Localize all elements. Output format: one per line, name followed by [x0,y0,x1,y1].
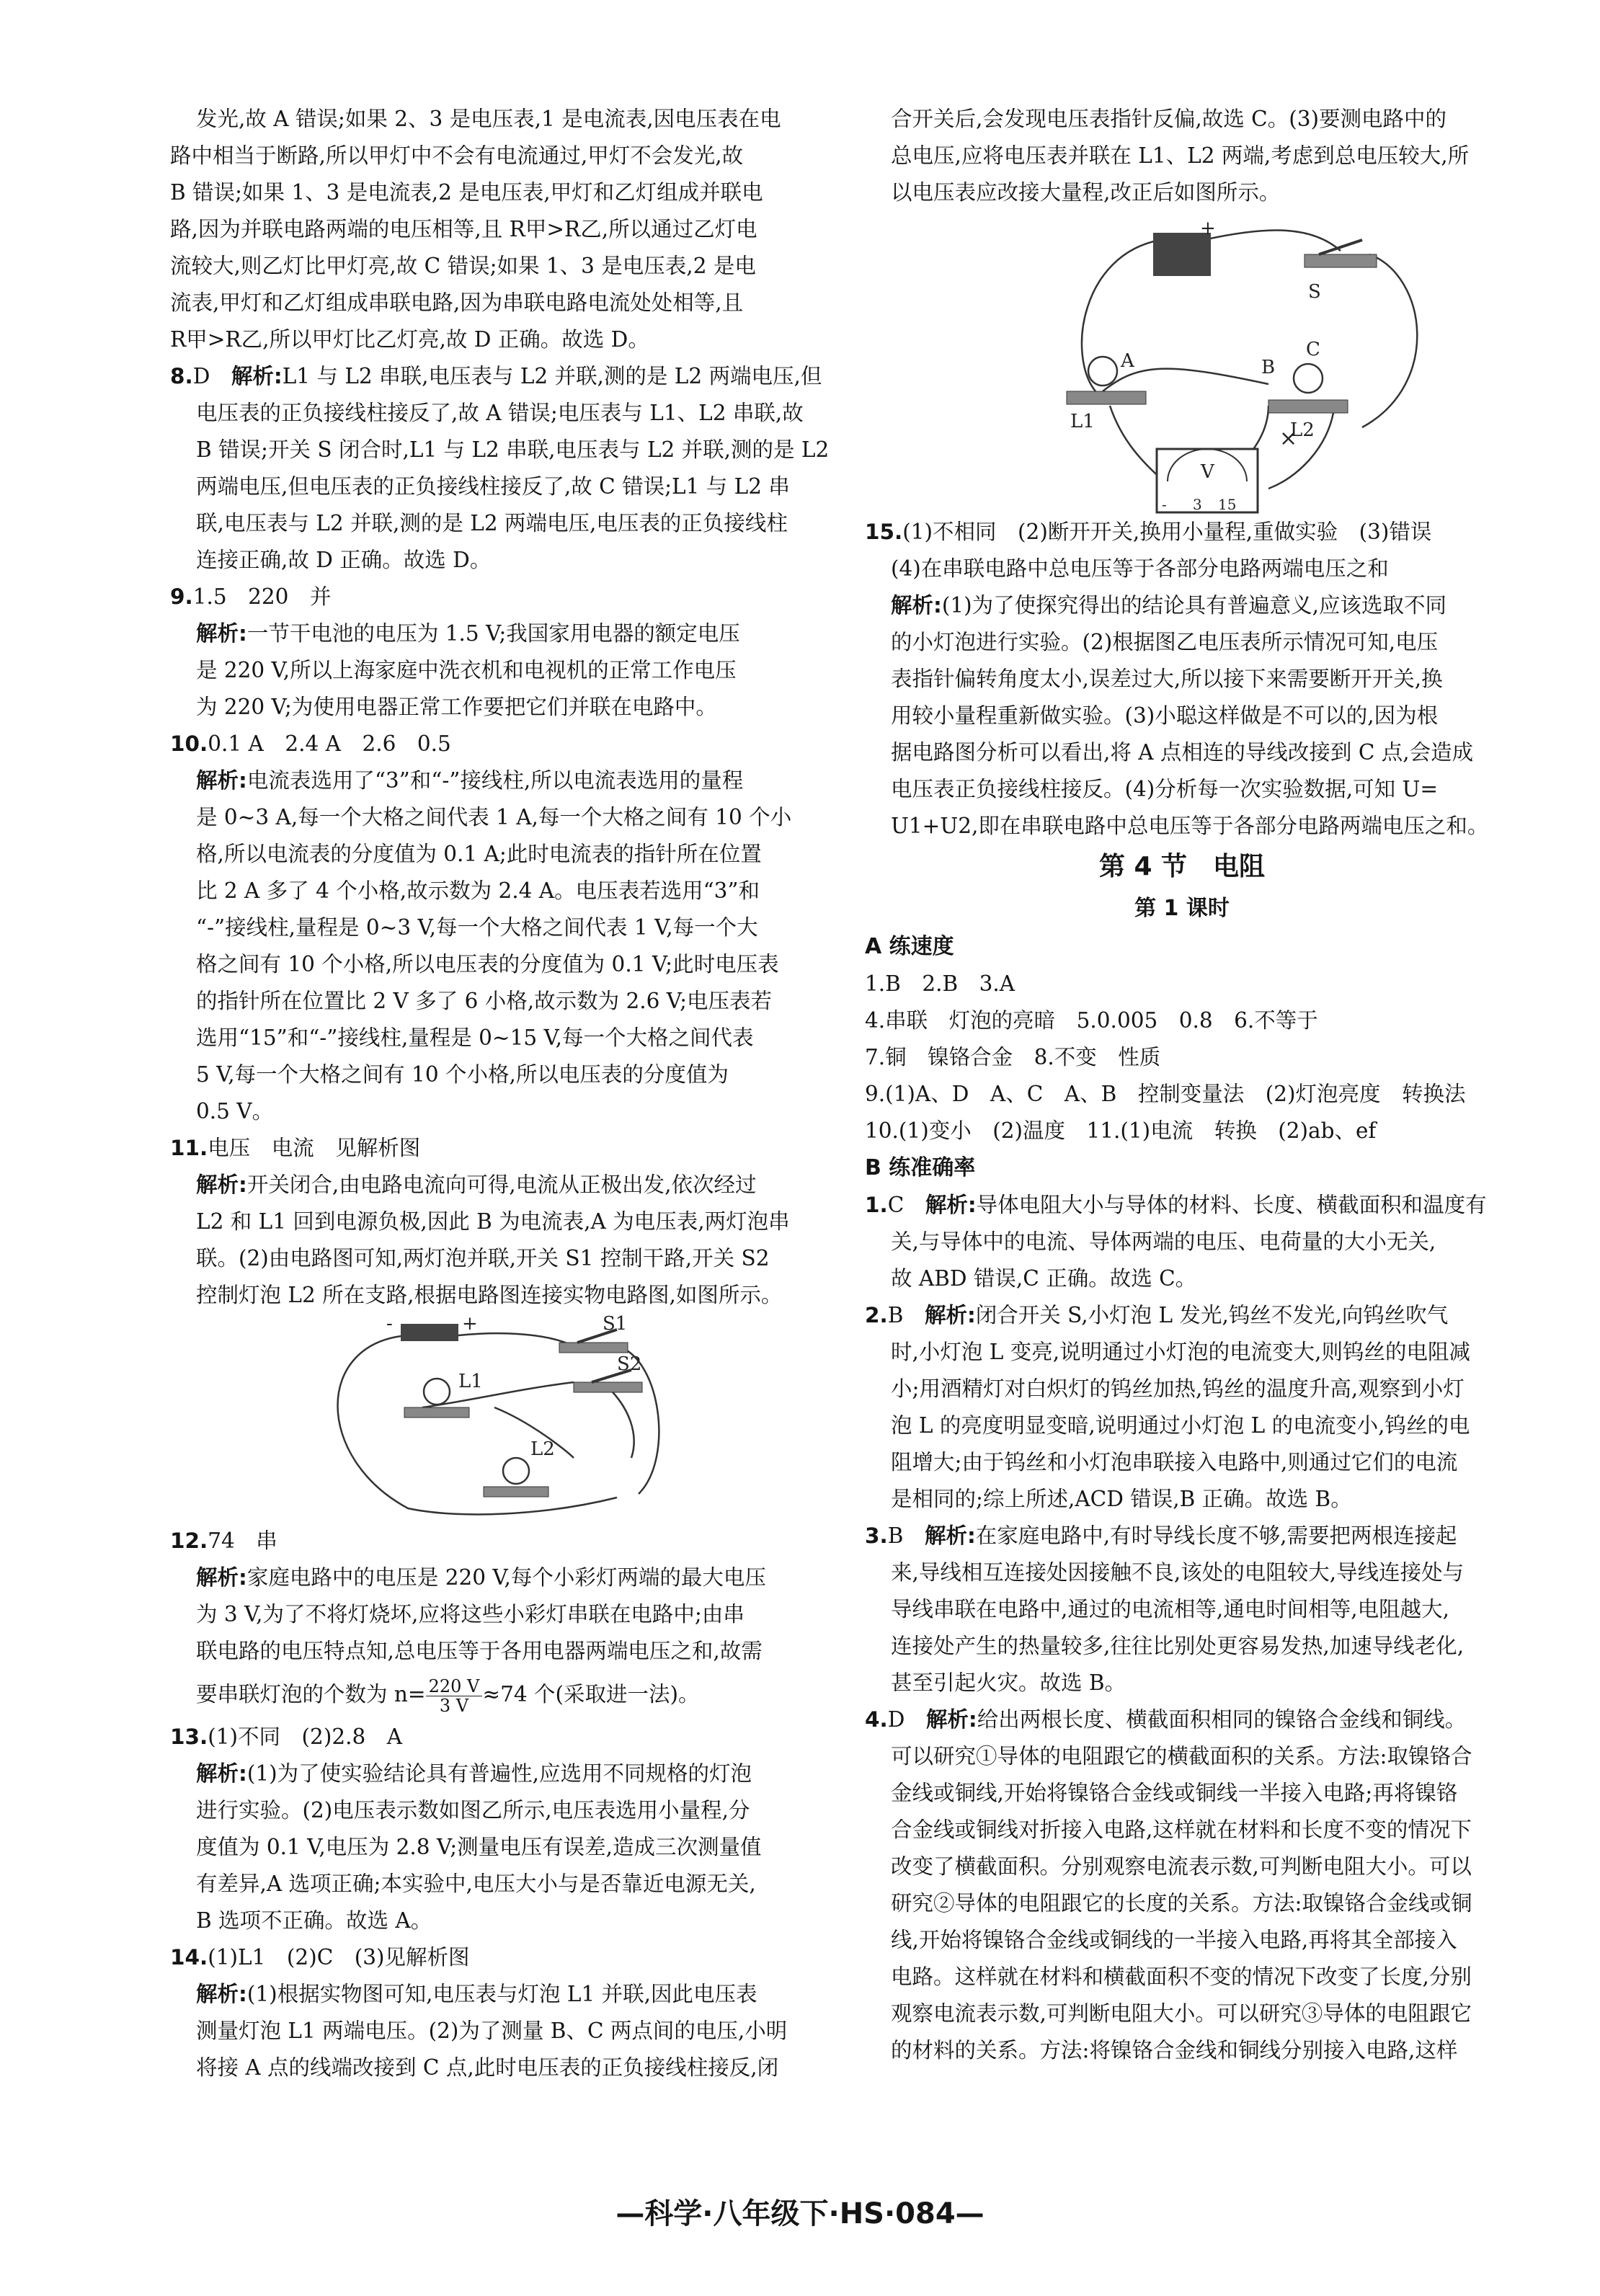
text-line: 用较小量程重新做实验。(3)小聪这样做是不可以的,因为根 [891,703,1439,728]
analysis-label: 解析: [196,1565,247,1590]
part-a-title: A 练速度 [865,934,954,959]
text-line: (1)为了使探究得出的结论具有普遍意义,应该选取不同 [941,593,1446,618]
label-l2: L2 [530,1438,555,1460]
text-line: 故 ABD 错误,C 正确。故选 C。 [891,1266,1197,1291]
circuit-figure-q14 [865,211,1499,514]
text-line: 联。(2)由电路图可知,两灯泡并联,开关 S1 控制干路,开关 S2 [196,1246,770,1271]
answer: (1)不同 (2)2.8 A [208,1725,403,1749]
text-line: 观察电流表示数,可判断电阻大小。可以研究③导体的电阻跟它 [891,2001,1472,2026]
wrong-wire-mark: × [1279,426,1298,451]
formula-text: ≈74 个(采取进一法)。 [482,1682,700,1707]
question-13 [170,1719,833,1939]
text-line: 流表,甲灯和乙灯组成串联电路,因为串联电路电流处处相等,且 [170,290,744,315]
part-b-title: B 练准确率 [865,1155,976,1180]
text-line: 开关闭合,由电路电流向可得,电流从正极出发,依次经过 [246,1173,757,1197]
text-line: “-”接线柱,量程是 0~3 V,每一个大格之间代表 1 V,每一个大 [196,915,758,940]
lesson-title: 第 1 课时 [1134,896,1230,921]
battery-pack-icon [1153,233,1211,276]
question-number: 10. [170,731,208,756]
part-b [865,1149,1499,2069]
text-line: 度值为 0.1 V,电压为 2.8 V;测量电压有误差,造成三次测量值 [196,1835,762,1859]
fraction-numerator: 220 V [426,1677,483,1696]
text-line: 是 0~3 A,每一个大格之间代表 1 A,每一个大格之间有 10 个小 [196,805,792,829]
right-column [865,101,1499,2069]
text-line: 发光,故 A 错误;如果 2、3 是电压表,1 是电流表,因电压表在电 [196,107,781,131]
question-10 [170,726,833,1130]
question-14 [170,1939,833,2086]
text-line: 连接正确,故 D 正确。故选 D。 [196,548,492,572]
question-b2 [865,1297,1499,1518]
text-line: 是相同的;综上所述,ACD 错误,B 正确。故选 B。 [891,1487,1352,1511]
label-b: B [1261,357,1276,378]
lamp-l2-base-icon [484,1487,548,1497]
text-line: 电压表的正负接线柱接反了,故 A 错误;电压表与 L1、L2 串联,故 [196,401,804,425]
text-line: 以电压表应改接大量程,改正后如图所示。 [891,180,1281,205]
lamp-l1-base-icon [1067,391,1146,404]
text-line: 合开关后,会发现电压表指针反偏,故选 C。(3)要测电路中的 [891,107,1446,131]
analysis-label: 解析: [924,1303,976,1327]
text-line: 研究②导体的电阻跟它的长度的关系。方法:取镍铬合金线或铜 [891,1891,1472,1915]
circuit-figure-q11 [170,1314,833,1523]
text-line: 联电路的电压特点知,总电压等于各用电器两端电压之和,故需 [196,1639,763,1663]
answer: 1.5 220 并 [192,584,332,609]
answer: D [192,364,210,388]
text-line: 家庭电路中的电压是 220 V,每个小彩灯两端的最大电压 [246,1565,766,1590]
question-number: 2. [865,1303,888,1327]
text-line: 为 3 V,为了不将灯烧坏,应将这些小彩灯串联在电路中;由串 [196,1602,745,1627]
label-s2: S2 [617,1353,642,1375]
text-line: 金线或铜线,开始将镍铬合金线或铜线一半接入电路;再将镍铬 [891,1781,1458,1805]
text-line: 时,小灯泡 L 变亮,说明通过小灯泡的电流变大,则钨丝的电阻减 [891,1340,1470,1364]
analysis-label: 解析: [891,593,942,618]
analysis-label: 解析: [925,1193,977,1217]
right-block1 [865,101,1499,211]
analysis-label: 解析: [196,621,247,646]
question-b3 [865,1518,1499,1701]
text-line: 在家庭电路中,有时导线长度不够,需要把两根连接起 [975,1523,1457,1548]
text-line: 为 220 V;为使用电器正常工作要把它们并联在电路中。 [196,695,717,719]
text-line: 导线串联在电路中,通过的电流相等,通电时间相等,电阻越大, [891,1597,1450,1621]
text-line: 控制灯泡 L2 所在支路,根据电路图连接实物电路图,如图所示。 [196,1283,783,1307]
answer: (4)在串联电路中总电压等于各部分电路两端电压之和 [891,556,1389,581]
text-line: 有差异,A 选项正确;本实验中,电压大小与是否靠近电源无关, [196,1872,756,1896]
text-line: 阻增大;由于钨丝和小灯泡串联接入电路中,则通过它们的电流 [891,1450,1458,1474]
page-footer: —科学·八年级下·HS·084— [615,2197,985,2230]
lamp-l2-icon [1294,364,1323,393]
question-number: 1. [865,1193,888,1217]
answer: (1)L1 (2)C (3)见解析图 [208,1945,470,1970]
question-b1 [865,1187,1499,1297]
text-line: 将接 A 点的线端改接到 C 点,此时电压表的正负接线柱接反,闭 [196,2055,779,2080]
text-line: 合金线或铜线对折接入电路,这样就在材料和长度不变的情况下 [891,1817,1472,1842]
text-line: 导体电阻大小与导体的材料、长度、横截面积和温度有 [976,1193,1487,1217]
text-line: 5 V,每一个大格之间有 10 个小格,所以电压表的分度值为 [196,1062,729,1087]
text-line: 比 2 A 多了 4 个小格,故示数为 2.4 A。电压表若选用“3”和 [196,878,760,903]
answer: 0.1 A 2.4 A 2.6 0.5 [208,731,451,756]
question-number: 9. [170,584,193,609]
label-terminal-minus: - [1162,496,1167,513]
analysis-label: 解析: [196,1982,247,2006]
answer: B [887,1303,904,1327]
question-number: 4. [865,1707,888,1732]
text-line: 的指针所在位置比 2 V 多了 6 小格,故示数为 2.6 V;电压表若 [196,989,773,1013]
question-b4 [865,1701,1499,2069]
question-number: 15. [865,520,903,544]
label-s1: S1 [603,1314,628,1335]
text-line: (1)根据实物图可知,电压表与灯泡 L1 并联,因此电压表 [246,1982,757,2006]
question-number: 12. [170,1529,208,1553]
answer-line: 7.铜 镍铬合金 8.不变 性质 [865,1045,1161,1069]
fraction-denominator: 3 V [439,1695,469,1716]
left-block1 [170,101,833,358]
text-line: 电流表选用了“3”和“-”接线柱,所以电流表选用的量程 [246,768,744,793]
text-line: 测量灯泡 L1 两端电压。(2)为了测量 B、C 两点间的电压,小明 [196,2019,788,2043]
label-terminal-15: 15 [1218,496,1237,513]
answer: B [887,1523,904,1548]
question-15 [865,514,1499,845]
label-l2: L2 [1290,419,1315,441]
lamp-l2-base-icon [1268,400,1348,413]
text-line: B 选项不正确。故选 A。 [196,1908,432,1933]
text-line: 甚至引起火灾。故选 B。 [891,1670,1126,1695]
text-line: 流较大,则乙灯比甲灯亮,故 C 错误;如果 1、3 是电压表,2 是电 [170,254,756,278]
text-line: 联,电压表与 L2 并联,测的是 L2 两端电压,电压表的正负接线柱 [196,511,788,535]
text-line: B 错误;开关 S 闭合时,L1 与 L2 串联,电压表与 L2 并联,测的是 L2 [196,437,830,462]
formula-line [170,1670,833,1719]
text-line: 泡 L 的亮度明显变暗,说明通过小灯泡 L 的电流变小,钨丝的电 [891,1413,1470,1438]
text-line: 路,因为并联电路两端的电压相等,且 R甲>R乙,所以通过乙灯电 [170,217,757,241]
fraction [426,1677,483,1715]
text-line: R甲>R乙,所以甲灯比乙灯亮,故 D 正确。故选 D。 [170,327,649,352]
answer-line: 10.(1)变小 (2)温度 11.(1)电流 转换 (2)ab、ef [865,1118,1377,1143]
text-line: 来,导线相互连接处因接触不良,该处的电阻较大,导线连接处与 [891,1560,1465,1585]
text-line: 进行实验。(2)电压表示数如图乙所示,电压表选用小量程,分 [196,1798,750,1823]
analysis-label: 解析: [924,1523,976,1548]
text-line: 格,所以电流表的分度值为 0.1 A;此时电流表的指针所在位置 [196,842,762,866]
switch-s-icon [1305,254,1377,267]
question-8 [170,358,833,579]
lamp-l2-icon [503,1458,529,1484]
section-title: 第 4 节 电阻 [1098,852,1266,881]
question-number: 3. [865,1523,888,1548]
label-c: C [1306,339,1320,360]
question-11 [170,1130,833,1523]
lamp-l1-base-icon [404,1407,469,1418]
text-line: 给出两根长度、横截面积相同的镍铬合金线和铜线。 [977,1707,1467,1732]
analysis-label: 解析: [925,1707,977,1732]
answer: 电压 电流 见解析图 [208,1136,421,1160]
parallel-circuit-diagram [170,1314,833,1523]
answer: (1)不相同 (2)断开开关,换用小量程,重做实验 (3)错误 [902,520,1432,544]
text-line: 一节干电池的电压为 1.5 V;我国家用电器的额定电压 [246,621,740,646]
text-line: 闭合开关 S,小灯泡 L 发光,钨丝不发光,向钨丝吹气 [975,1303,1449,1327]
label-a: A [1121,350,1134,372]
label-terminal-3: 3 [1193,496,1202,513]
text-line: L1 与 L2 串联,电压表与 L2 并联,测的是 L2 两端电压,但 [282,364,822,388]
label-minus: - [386,1314,393,1335]
text-line: (1)为了使实验结论具有普遍性,应选用不同规格的灯泡 [246,1761,752,1786]
text-line: 0.5 V。 [196,1099,274,1123]
question-number: 8. [170,364,193,388]
label-s: S [1308,281,1321,303]
label-plus: + [1200,218,1216,239]
text-line: 的材料的关系。方法:将镍铬合金线和铜线分别接入电路,这样 [891,2038,1458,2063]
part-a [865,928,1499,1149]
text-line: L2 和 L1 回到电源负极,因此 B 为电流表,A 为电压表,两灯泡串 [196,1209,790,1234]
text-line: 表指针偏转角度太小,误差过大,所以接下来需要断开开关,换 [891,667,1443,691]
analysis-label: 解析: [196,768,247,793]
answer-line: 4.串联 灯泡的亮暗 5.0.005 0.8 6.不等于 [865,1008,1318,1033]
left-column [170,101,833,2086]
text-line: 电压表正负接线柱接反。(4)分析每一次实验数据,可知 U= [891,777,1439,801]
text-line: 据电路图分析可以看出,将 A 点相连的导线改接到 C 点,会造成 [891,740,1474,765]
text-line: 格之间有 10 个小格,所以电压表的分度值为 0.1 V;此时电压表 [196,952,779,976]
text-line: 的小灯泡进行实验。(2)根据图乙电压表所示情况可知,电压 [891,630,1439,654]
lamp-l1-icon [1088,357,1117,386]
text-line: 两端电压,但电压表的正负接线柱接反了,故 C 错误;L1 与 L2 串 [196,474,790,499]
answer-line: 1.B 2.B 3.A [865,971,1015,996]
switch-s2-icon [574,1382,642,1392]
analysis-label: 解析: [196,1761,247,1786]
switch-s-lever-icon [1319,240,1362,254]
battery-icon [401,1324,458,1341]
text-line: 路中相当于断路,所以甲灯中不会有电流通过,甲灯不会发光,故 [170,143,744,168]
text-line: 电路。这样就在材料和横截面积不变的情况下改变了长度,分别 [891,1964,1472,1989]
text-line: 关,与导体中的电流、导体两端的电压、电荷量的大小无关, [891,1229,1436,1254]
label-v: V [1201,461,1214,483]
question-number: 11. [170,1136,208,1160]
label-l1: L1 [1070,411,1095,432]
text-line: 小;用酒精灯对白炽灯的钨丝加热,钨丝的温度升高,观察到小灯 [891,1376,1465,1401]
lamp-l1-icon [424,1379,450,1405]
question-number: 13. [170,1725,208,1749]
analysis-label: 解析: [231,364,283,388]
question-9 [170,579,833,726]
text-line: 是 220 V,所以上海家庭中洗衣机和电视机的正常工作电压 [196,658,737,682]
formula-text: 要串联灯泡的个数为 n= [196,1682,426,1707]
text-line: 改变了横截面积。分别观察电流表示数,可判断电阻大小。可以 [891,1854,1472,1879]
answer: 74 串 [208,1529,277,1553]
answer: C [887,1193,905,1217]
label-l1: L1 [458,1371,483,1392]
text-line: 连接处产生的热量较多,往往比别处更容易发热,加速导线老化, [891,1634,1465,1658]
question-12 [170,1523,833,1719]
text-line: 总电压,应将电压表并联在 L1、L2 两端,考虑到总电压较大,所 [891,143,1470,168]
text-line: B 错误;如果 1、3 是电流表,2 是电压表,甲灯和乙灯组成并联电 [170,180,763,205]
text-line: 可以研究①导体的电阻跟它的横截面积的关系。方法:取镍铬合 [891,1744,1472,1768]
answer-line: 9.(1)A、D A、C A、B 控制变量法 (2)灯泡亮度 转换法 [865,1082,1466,1106]
text-line: 选用“15”和“-”接线柱,量程是 0~15 V,每一个大格之间代表 [196,1025,754,1050]
text-line: U1+U2,即在串联电路中总电压等于各部分电路两端电压之和。 [891,814,1489,838]
series-circuit-diagram [865,211,1499,514]
analysis-label: 解析: [196,1173,247,1197]
switch-s1-icon [559,1343,628,1353]
label-plus: + [462,1314,478,1335]
text-line: 线,开始将镍铬合金线或铜线的一半接入电路,再将其全部接入 [891,1928,1457,1952]
question-number: 14. [170,1945,208,1970]
answer: D [887,1707,905,1732]
